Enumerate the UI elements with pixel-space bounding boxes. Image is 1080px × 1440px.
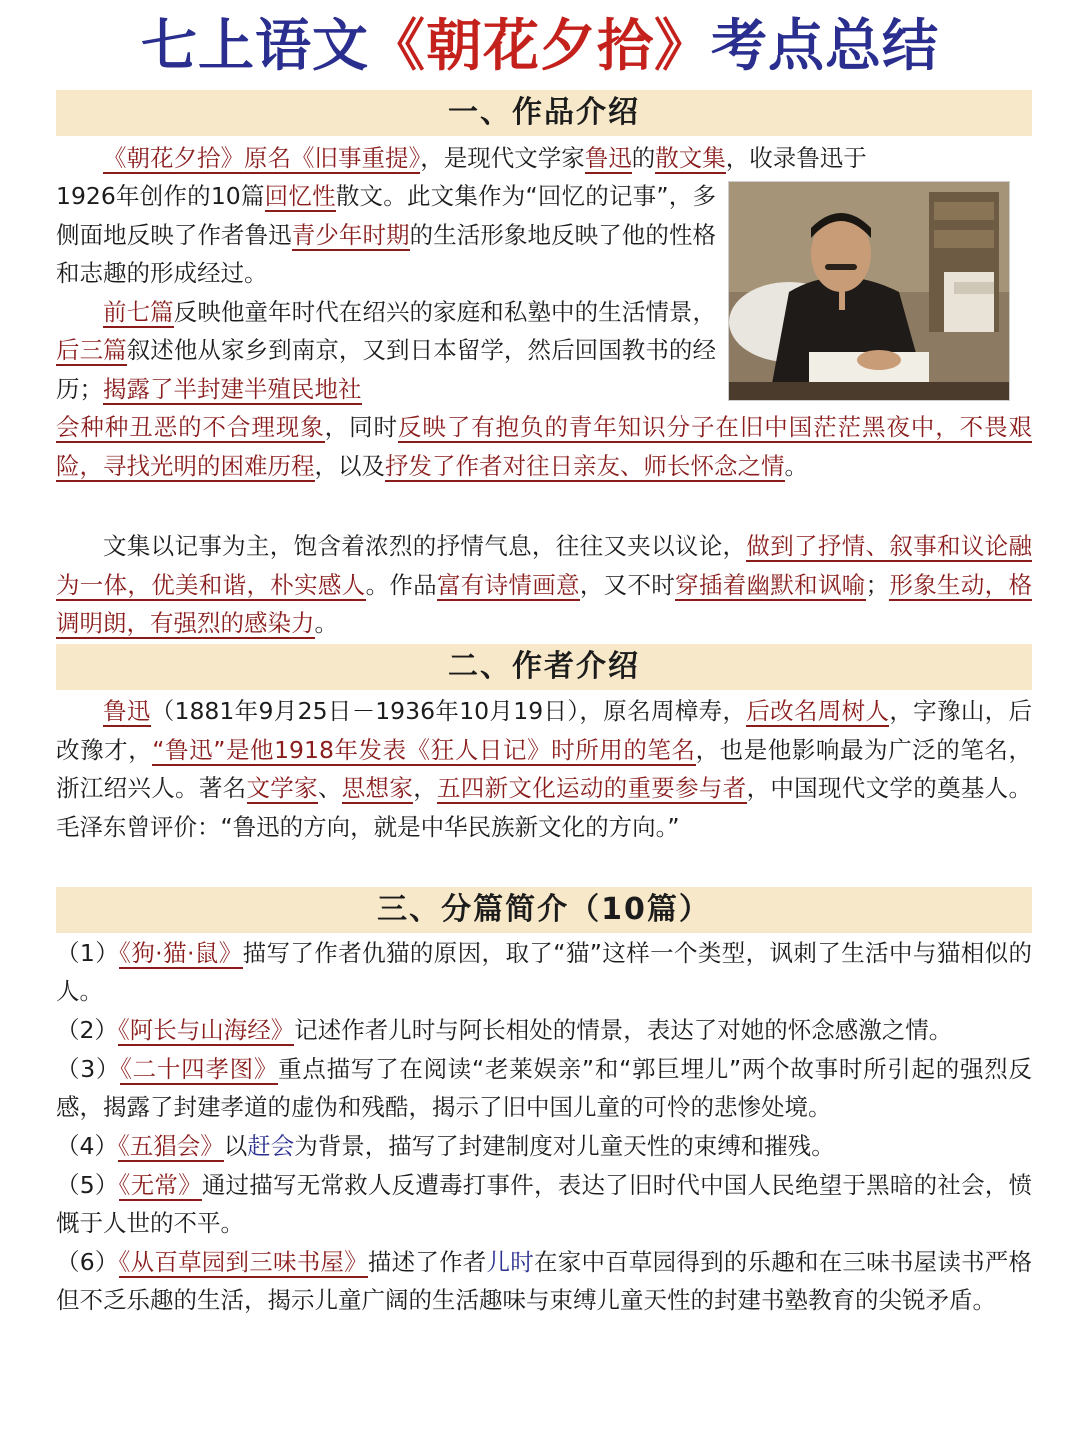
highlight: 揭露了半封建半殖民地社: [103, 374, 362, 403]
highlight: 抒发了作者对往日亲友、师长怀念之情: [385, 451, 785, 480]
chapter-number: （2）: [56, 1016, 118, 1044]
section-heading-chapters: 三、分篇简介（10篇）: [56, 887, 1032, 933]
chapter-desc: 描述了作者: [367, 1248, 487, 1276]
text: ，收录鲁迅于: [725, 144, 867, 172]
list-item: [56, 1243, 1032, 1319]
chapter-title: 《无常》: [118, 1171, 202, 1199]
text: 1926年创作的10篇: [56, 182, 265, 210]
chapter-number: （1）: [56, 939, 120, 967]
text: 文集以记事为主，饱含着浓烈的抒情气息，往往又夹以议论，: [103, 532, 747, 560]
chapter-title: 《狗·猫·鼠》: [119, 939, 243, 967]
text: 的: [631, 144, 656, 172]
highlight: 会种种丑恶的不合理现象: [56, 413, 325, 441]
highlight: 鲁迅: [584, 144, 632, 172]
chapter-title: 《二十四孝图》: [120, 1055, 279, 1083]
title-part-3: 考点总结: [711, 14, 939, 79]
list-item: [56, 1011, 1032, 1049]
highlight: 后三篇: [56, 336, 127, 364]
text: ，又不时: [579, 570, 676, 599]
list-item: [56, 1166, 1032, 1242]
list-item: [56, 1050, 1032, 1126]
highlight: 做到了抒情、叙事和议论融为一体，优美和谐，朴实感人: [56, 532, 1033, 599]
text: ，也是他影响最为广泛的笔名，浙江绍兴人。著名: [56, 735, 1033, 802]
section-heading-author: 二、作者介绍: [56, 644, 1032, 690]
list-item: [56, 934, 1032, 1010]
text: 。作品: [365, 570, 437, 599]
text: （1881年9月25日－1936年10月19日），原名周樟寿，: [150, 697, 747, 725]
text: ，是现代文学家: [420, 144, 585, 172]
text: 。: [784, 451, 808, 480]
highlight: 回忆性: [264, 182, 336, 210]
text: 叙述他从家乡到南京，又到日本留学，然后回国教书的经历；: [56, 336, 717, 403]
lu-xun-portrait: [728, 181, 1010, 401]
chapter-title: 《阿长与山海经》: [117, 1016, 295, 1044]
text: ，字豫山，后改豫才，: [56, 697, 1033, 764]
highlight: 形象生动，格调明朗，有强烈的感染力: [56, 570, 1032, 637]
highlight: 《朝花夕拾》原名《旧事重提》: [103, 144, 421, 172]
text: ，中国现代文学的奠基人。毛泽东曾评价：“鲁迅的方向，就是中华民族新文化的方向。”: [56, 774, 1032, 841]
text: 反映他童年时代在绍兴的家庭和私塾中的生活情景，: [173, 297, 717, 326]
chapter-number: （4）: [56, 1132, 118, 1160]
highlight: 富有诗情画意: [437, 570, 580, 599]
chapter-desc: 通过描写无常救人反遭毒打事件，表达了旧时代中国人民绝望于黑暗的社会，愤慨于人世的不平。: [56, 1171, 1033, 1237]
page-title: [0, 6, 1080, 88]
chapter-desc: 描写了作者仇猫的原因，取了“猫”这样一个类型，讽刺了生活中与猫相似的人。: [56, 939, 1032, 1005]
highlight: “鲁迅”是他1918年发表《狂人日记》时所用的笔名: [152, 735, 696, 764]
chapter-desc: 以: [223, 1132, 248, 1160]
chapter-desc-highlight: 儿时: [486, 1248, 534, 1276]
section-heading-intro: 一、作品介绍: [56, 90, 1032, 136]
chapter-desc: 为背景，描写了封建制度对儿童天性的束缚和摧残。: [294, 1132, 835, 1160]
chapter-number: （6）: [56, 1248, 119, 1276]
highlight: 鲁迅: [103, 697, 151, 725]
intro-wrapped-text: [56, 177, 716, 408]
chapter-number: （5）: [56, 1171, 119, 1199]
chapter-desc: 在家中百草园得到的乐趣和在三味书屋读书严格但不乏乐趣的生活，揭示儿童广阔的生活趣味与束缚儿童天性的封建书塾教育的尖锐矛盾。: [56, 1248, 1033, 1314]
text: ，以及: [314, 451, 385, 480]
highlight: 文学家: [246, 774, 318, 802]
highlight: 散文集: [655, 144, 726, 172]
title-part-1: 七上语文: [141, 14, 369, 79]
text: ；: [865, 570, 890, 599]
highlight: 反映了有抱负的青年知识分子在旧中国茫茫黑夜中，不畏艰险，寻找光明的困难历程: [56, 413, 1033, 480]
text: 的生活形象地反映了他的性格和志趣的形成经过。: [56, 220, 717, 287]
highlight: 后改名周树人: [746, 697, 890, 725]
chapter-desc-highlight: 赶会: [247, 1132, 295, 1160]
intro-paragraph-1-line-1: [56, 139, 1032, 177]
chapter-title: 《五猖会》: [117, 1132, 224, 1160]
author-paragraph: [56, 692, 1032, 884]
title-part-2: 《朝花夕拾》: [369, 14, 711, 79]
highlight: 思想家: [341, 774, 414, 802]
chapter-desc: 记述作者儿时与阿长相处的情景，表达了对她的怀念感激之情。: [294, 1016, 953, 1044]
text: 散文。此文集作为“回忆的记事”，多侧面地反映了作者鲁迅: [56, 182, 716, 249]
highlight: 五四新文化运动的重要参与者: [437, 774, 747, 802]
text: 。: [314, 609, 338, 637]
chapter-list: [56, 934, 1032, 1434]
highlight: 穿插着幽默和讽喻: [675, 570, 866, 599]
highlight: 前七篇: [103, 297, 174, 326]
chapter-desc: 重点描写了在阅读“老莱娱亲”和“郭巨埋儿”两个故事时所引起的强烈反感，揭露了封建孝道的虚伪和残酷，揭示了旧中国儿童的可怜的悲惨处境。: [56, 1055, 1033, 1121]
list-item: [56, 1127, 1032, 1165]
text: ，同时: [324, 413, 398, 441]
chapter-title: 《从百草园到三味书屋》: [118, 1248, 368, 1276]
chapter-number: （3）: [56, 1055, 121, 1083]
intro-paragraph-3: [56, 527, 1032, 643]
text: ，: [413, 774, 437, 802]
highlight: 青少年时期: [291, 220, 410, 249]
text: 、: [317, 774, 342, 802]
intro-paragraph-2-continued: [56, 408, 1032, 524]
